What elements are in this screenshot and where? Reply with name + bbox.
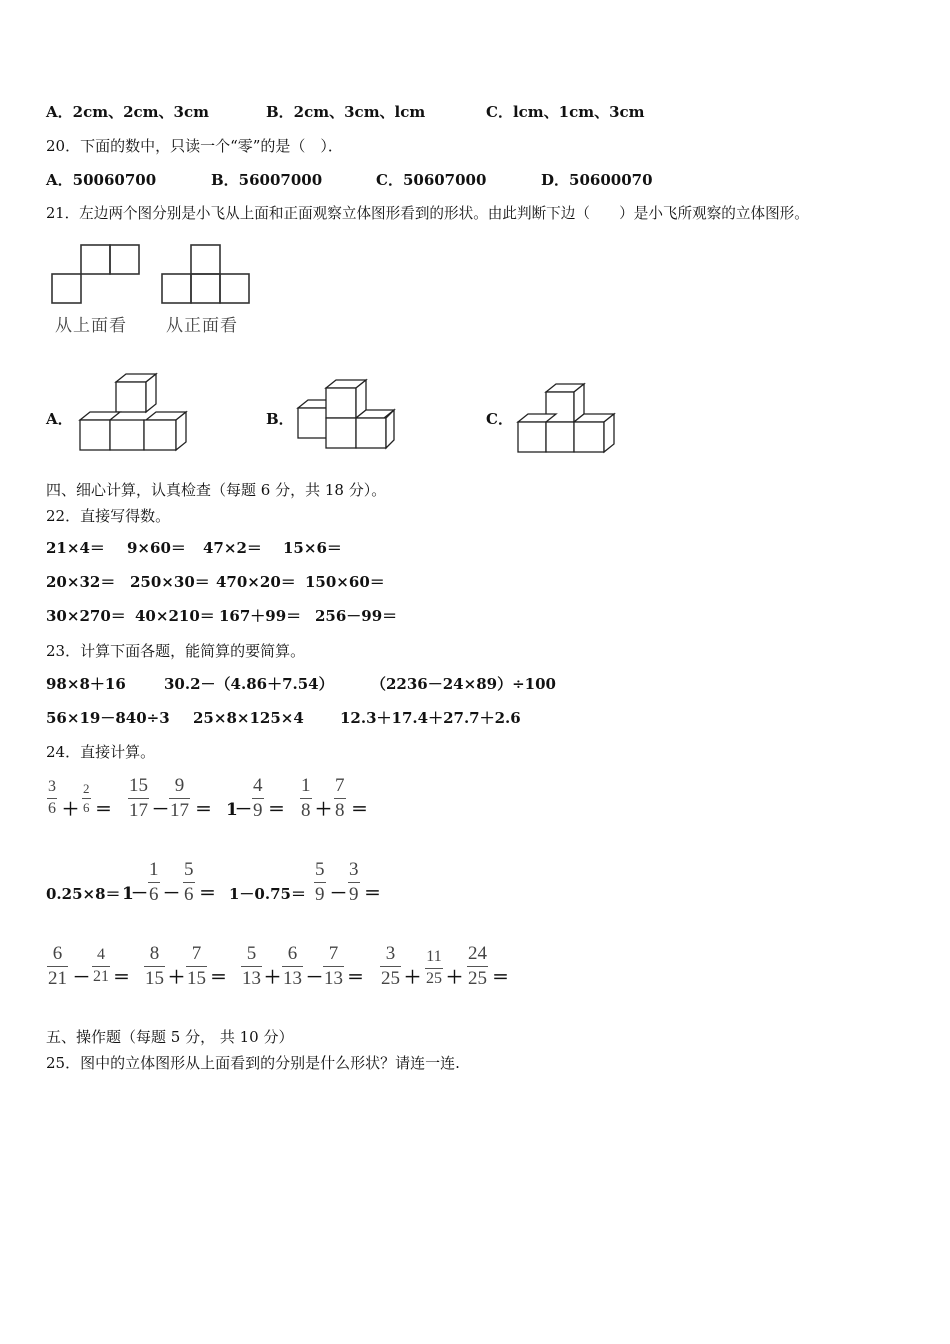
one: 1 [122, 884, 134, 904]
minus-sign: － [131, 884, 148, 904]
fraction: 6 21 [48, 943, 67, 989]
minus-sign: － [163, 884, 180, 904]
fraction: 2 6 [83, 781, 90, 815]
equals-sign: ＝ [347, 968, 364, 988]
option-b-solid[interactable] [296, 378, 400, 452]
minus-sign: － [152, 800, 169, 820]
fraction: 7 13 [324, 943, 343, 989]
q21-stem: 21．左边两个图分别是小飞从上面和正面观察立体图形看到的形状。由此判断下边（ ）是小飞所观察的立体图形。 [46, 205, 809, 222]
q20-option-c[interactable]: C．50607000 [376, 171, 487, 189]
plus-sign: ＋ [168, 968, 185, 988]
equals-sign: ＝ [351, 800, 368, 820]
q20-option-d[interactable]: D．50600070 [541, 171, 653, 189]
minus-sign: － [330, 884, 347, 904]
q21-option-c-label[interactable]: C． [486, 410, 513, 428]
fraction: 5 13 [242, 943, 261, 989]
fraction: 5 9 [315, 859, 325, 905]
front-view-figure [160, 244, 252, 306]
fraction: 7 15 [187, 943, 206, 989]
section-5-title: 五、操作题（每题 5 分， 共 10 分） [46, 1028, 294, 1046]
fraction: 3 9 [349, 859, 359, 905]
q22-item: 470×20＝ [216, 573, 296, 591]
q20-option-b[interactable]: B．56007000 [211, 171, 323, 189]
fraction: 8 15 [145, 943, 164, 989]
q23-item: 25×8×125×4 [193, 709, 304, 727]
q24-expression: 0.25×8＝ [46, 885, 121, 903]
q22-item: 250×30＝ [130, 573, 210, 591]
fraction: 6 13 [283, 943, 302, 989]
plus-sign: ＋ [264, 968, 281, 988]
equals-sign: ＝ [195, 800, 212, 820]
front-view-caption: 从正面看 [166, 316, 238, 336]
q22-item: 9×60＝ [127, 539, 186, 557]
q23-item: 56×19－840÷3 [46, 709, 170, 727]
q22-item: 30×270＝ [46, 607, 126, 625]
q22-item: 20×32＝ [46, 573, 116, 591]
q22-item: 47×2＝ [203, 539, 262, 557]
fraction: 3 25 [381, 943, 400, 989]
q23-item: 98×8＋16 [46, 675, 126, 693]
q25-stem: 25．图中的立体图形从上面看到的分别是什么形状？请连一连. [46, 1054, 460, 1072]
plus-sign: ＋ [404, 968, 421, 988]
equals-sign: ＝ [95, 800, 112, 820]
fraction: 1 6 [149, 859, 159, 905]
q20-stem: 20．下面的数中，只读一个“零”的是（ ）． [46, 137, 343, 155]
equals-sign: ＝ [113, 968, 130, 988]
option-c-solid[interactable] [514, 382, 619, 454]
q22-item: 21×4＝ [46, 539, 105, 557]
q24-expression: 1－0.75＝ [229, 885, 306, 903]
q21-option-a-label[interactable]: A． [46, 410, 73, 428]
q23-item: 12.3＋17.4＋27.7＋2.6 [340, 709, 521, 727]
q19-option-c[interactable]: C．lcm、1cm、3cm [486, 103, 645, 121]
minus-sign: － [73, 968, 90, 988]
equals-sign: ＝ [492, 968, 509, 988]
fraction: 7 8 [335, 775, 345, 821]
q22-item: 150×60＝ [305, 573, 385, 591]
plus-sign: ＋ [446, 968, 463, 988]
fraction: 4 21 [93, 946, 109, 985]
fraction: 15 17 [129, 775, 148, 821]
equals-sign: ＝ [364, 884, 381, 904]
minus-sign: － [235, 800, 252, 820]
plus-sign: ＋ [62, 800, 79, 820]
fraction: 4 9 [253, 775, 263, 821]
fraction: 24 25 [468, 943, 487, 989]
minus-sign: － [306, 968, 323, 988]
q24-stem: 24．直接计算。 [46, 743, 156, 761]
equals-sign: ＝ [199, 884, 216, 904]
equals-sign: ＝ [210, 968, 227, 988]
top-view-figure [50, 244, 142, 306]
q22-stem: 22．直接写得数。 [46, 507, 171, 525]
fraction: 9 17 [170, 775, 189, 821]
q23-stem: 23．计算下面各题，能简算的要简算。 [46, 642, 306, 660]
top-view-caption: 从上面看 [55, 316, 127, 336]
q19-option-a[interactable]: A．2cm、2cm、3cm [46, 103, 209, 121]
q19-option-b[interactable]: B．2cm、3cm、lcm [266, 103, 426, 121]
q22-item: 167＋99＝ [219, 607, 302, 625]
q23-item: 30.2－（4.86＋7.54） [164, 675, 334, 693]
fraction: 5 6 [184, 859, 194, 905]
q21-option-b-label[interactable]: B． [266, 410, 294, 428]
q22-item: 256－99＝ [315, 607, 398, 625]
plus-sign: ＋ [315, 800, 332, 820]
equals-sign: ＝ [268, 800, 285, 820]
q22-item: 40×210＝ [135, 607, 215, 625]
fraction: 1 8 [301, 775, 311, 821]
q20-option-a[interactable]: A．50060700 [46, 171, 157, 189]
q22-item: 15×6＝ [283, 539, 342, 557]
fraction: 3 6 [48, 778, 56, 817]
section-4-title: 四、细心计算，认真检查（每题 6 分，共 18 分）。 [46, 481, 387, 499]
q23-item: （2236－24×89）÷100 [371, 675, 556, 693]
fraction: 11 25 [426, 948, 442, 987]
one: 1 [226, 800, 238, 820]
option-a-solid[interactable] [76, 372, 191, 444]
